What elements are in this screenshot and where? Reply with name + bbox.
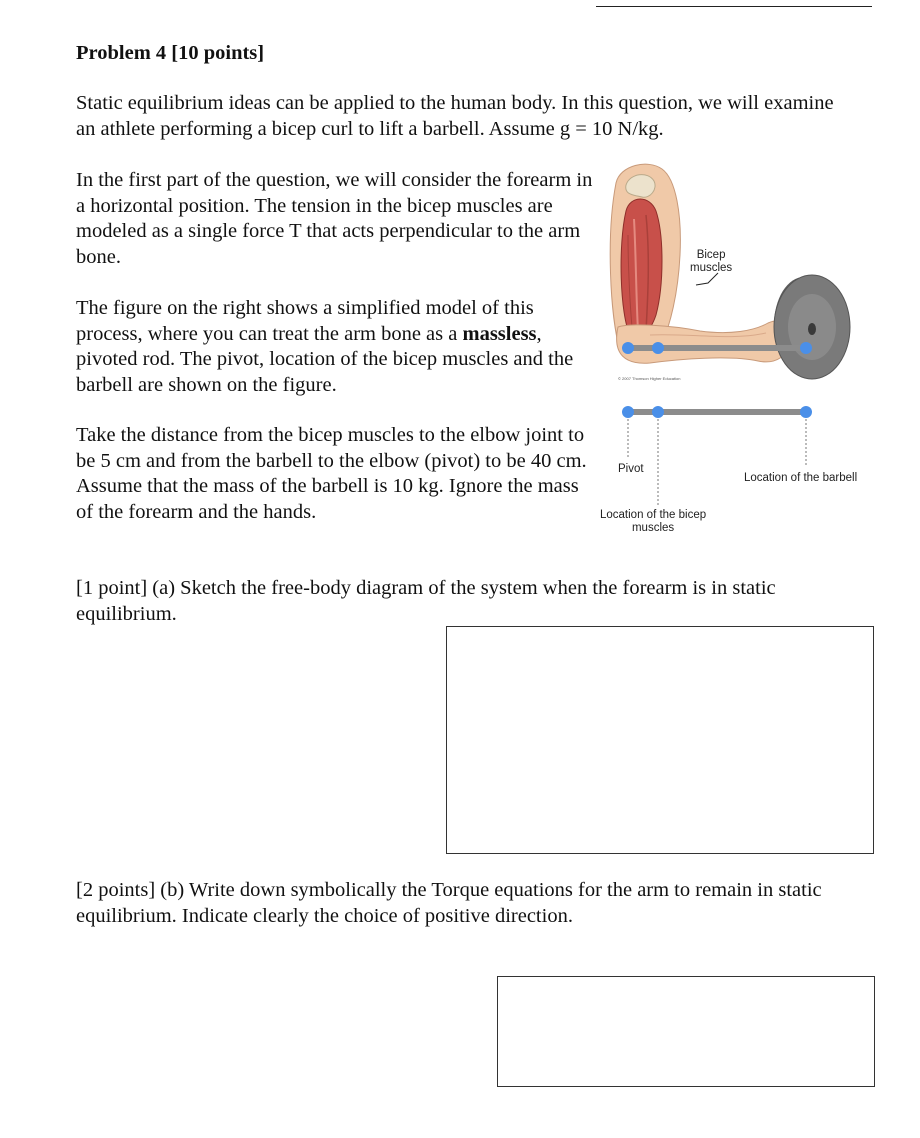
header-rule bbox=[596, 6, 872, 7]
distances-paragraph: Take the distance from the bicep muscles to the elbow joint to be 5 cm and from the barbell to the elbow (pivot) to be 40 cm. Assume that the mass of the barbell is 10 kg. Ignore the mass of the forearm and the hands. bbox=[76, 424, 587, 523]
barbell-location-label: Location of the barbell bbox=[744, 472, 858, 484]
massless-keyword: massless bbox=[462, 322, 537, 345]
schematic-barbell-marker bbox=[800, 406, 812, 418]
model-text-after: , pivoted rod. The pivot, location of the bicep muscles and the barbell are shown on the figure. bbox=[76, 322, 574, 396]
picture-bicep-marker bbox=[652, 342, 664, 354]
pivot-label: Pivot bbox=[618, 463, 644, 475]
copyright-label: © 2007 Thomson Higher Education bbox=[618, 376, 681, 381]
picture-barbell-marker bbox=[800, 342, 812, 354]
problem-title: Problem 4 [10 points] bbox=[76, 42, 265, 64]
answer-box-a[interactable] bbox=[446, 626, 874, 854]
intro-paragraph: Static equilibrium ideas can be applied to the human body. In this question, we will examine an athlete performing a bicep curl to lift a barbell. Assume g = 10 N/kg. bbox=[76, 92, 834, 140]
answer-box-b[interactable] bbox=[497, 976, 875, 1087]
arm-illustration bbox=[590, 155, 900, 555]
first-part-paragraph: In the first part of the question, we will consider the forearm in a horizontal position. The tension in the bicep muscles are modeled as a single force T that acts perpendicular to the arm bone. bbox=[76, 169, 593, 268]
bicep-location-label: Location of the bicep muscles bbox=[600, 509, 707, 534]
question-b: [2 points] (b) Write down symbolically the Torque equations for the arm to remain in static equilibrium. Indicate clearly the choice of positive direction. bbox=[76, 879, 822, 927]
schematic-pivot-marker bbox=[622, 406, 634, 418]
schematic-bicep-marker bbox=[652, 406, 664, 418]
arm-figure bbox=[590, 155, 900, 555]
humerus-head bbox=[626, 175, 655, 198]
forearm bbox=[617, 321, 793, 363]
picture-pivot-marker bbox=[622, 342, 634, 354]
question-a: [1 point] (a) Sketch the free-body diagram of the system when the forearm is in static equilibrium. bbox=[76, 577, 776, 625]
model-paragraph bbox=[76, 296, 596, 398]
bicep-label: Bicep muscles bbox=[690, 249, 733, 274]
model-text-before: The figure on the right shows a simplified model of this process, where you can treat the arm bone as a bbox=[76, 297, 534, 345]
